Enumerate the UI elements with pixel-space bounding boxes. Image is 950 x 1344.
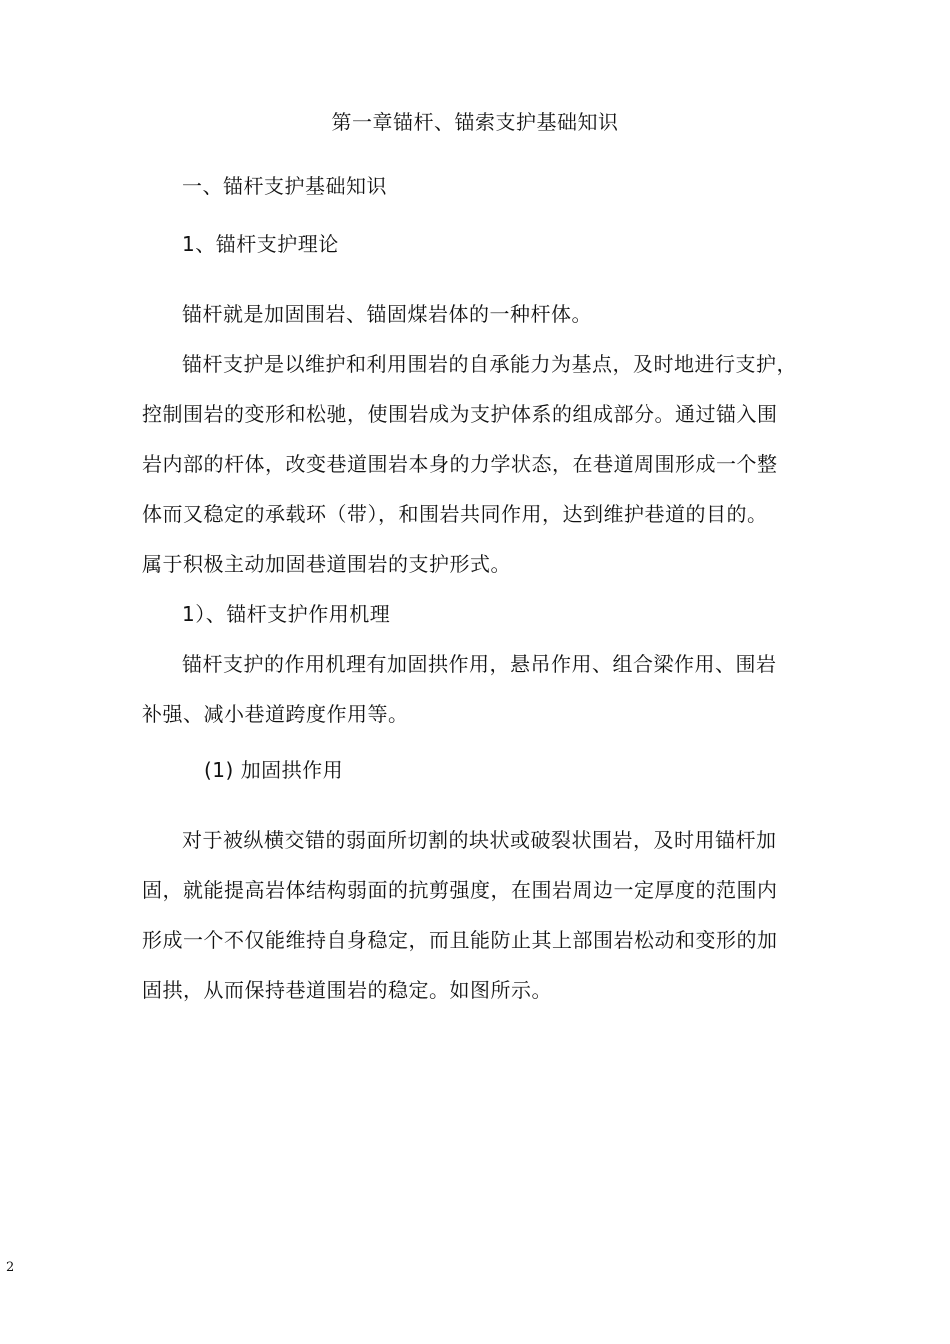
paragraph-line: 锚杆支护是以维护和利用围岩的自承能力为基点，及时地进行支护，	[182, 352, 797, 376]
list-item-heading: 1）、锚杆支护作用机理	[182, 602, 391, 626]
paragraph-line: 岩内部的杆体，改变巷道围岩本身的力学状态，在巷道周围形成一个整	[142, 452, 778, 476]
paragraph-line: 体而又稳定的承载环（带），和围岩共同作用，达到维护巷道的目的。	[142, 502, 768, 526]
paragraph-line: 对于被纵横交错的弱面所切割的块状或破裂状围岩，及时用锚杆加	[182, 828, 777, 852]
section-heading: 一、锚杆支护基础知识	[182, 174, 387, 198]
paragraph-line: 补强、减小巷道跨度作用等。	[142, 702, 409, 726]
chapter-title: 第一章锚杆、锚索支护基础知识	[331, 110, 619, 134]
list-item-heading: (1) 加固拱作用	[204, 758, 344, 782]
subsection-heading: 1、锚杆支护理论	[182, 232, 339, 256]
paragraph-line: 属于积极主动加固巷道围岩的支护形式。	[142, 552, 511, 576]
paragraph-line: 控制围岩的变形和松驰，使围岩成为支护体系的组成部分。通过锚入围	[142, 402, 778, 426]
paragraph-line: 固拱，从而保持巷道围岩的稳定。如图所示。	[142, 978, 552, 1002]
page-number: 2	[6, 1260, 15, 1275]
paragraph-line: 锚杆支护的作用机理有加固拱作用，悬吊作用、组合梁作用、围岩	[182, 652, 777, 676]
paragraph-line: 固，就能提高岩体结构弱面的抗剪强度，在围岩周边一定厚度的范围内	[142, 878, 778, 902]
paragraph-line: 形成一个不仅能维持自身稳定，而且能防止其上部围岩松动和变形的加	[142, 928, 778, 952]
paragraph-line: 锚杆就是加固围岩、锚固煤岩体的一种杆体。	[182, 302, 592, 326]
